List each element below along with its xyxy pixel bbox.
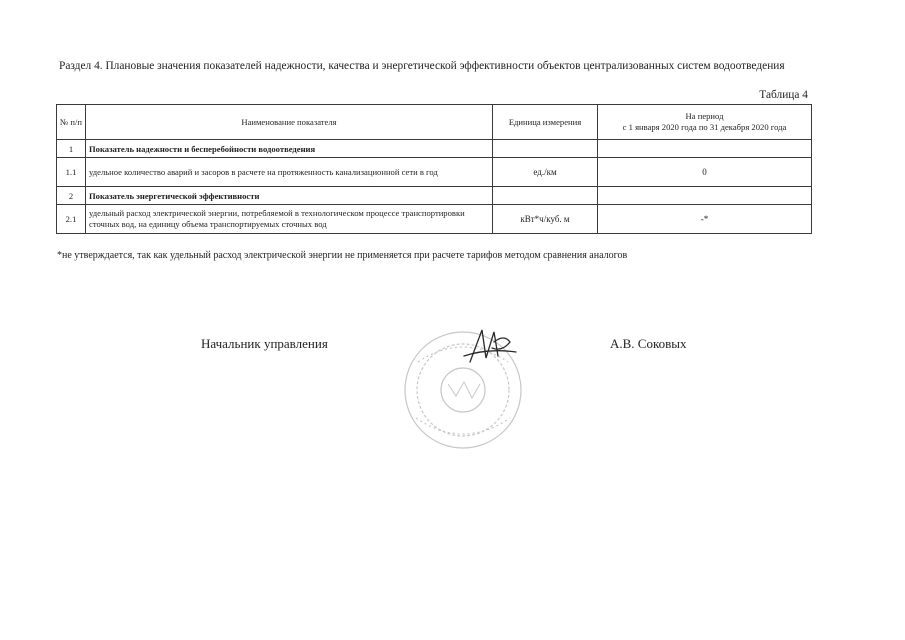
row-name: Показатель надежности и бесперебойности водоотведения — [86, 140, 493, 158]
row-number: 2 — [57, 187, 86, 205]
row-unit — [493, 140, 598, 158]
header-name: Наименование показателя — [86, 105, 493, 140]
indicators-table — [56, 104, 812, 234]
section-title: Раздел 4. Плановые значения показателей надежности, качества и энергетической эффективности объектов централизованных систем водоотведения — [59, 60, 785, 72]
header-period-line2: с 1 января 2020 года по 31 декабря 2020 года — [622, 122, 787, 132]
header-period-line1: На период — [685, 111, 724, 121]
row-unit: ед./км — [493, 158, 598, 187]
table-row — [57, 140, 812, 158]
table-row — [57, 158, 812, 187]
table-caption: Таблица 4 — [759, 89, 808, 101]
row-number: 2.1 — [57, 205, 86, 234]
table-header-row — [57, 105, 812, 140]
row-number: 1.1 — [57, 158, 86, 187]
seal-stamp-icon — [398, 322, 528, 452]
row-value: 0 — [598, 158, 812, 187]
row-value: -* — [598, 205, 812, 234]
table-row — [57, 205, 812, 234]
row-name: удельное количество аварий и засоров в расчете на протяженность канализационной сети в год — [86, 158, 493, 187]
row-name: Показатель энергетической эффективности — [86, 187, 493, 205]
row-unit — [493, 187, 598, 205]
table-row — [57, 187, 812, 205]
header-unit: Единица измерения — [493, 105, 598, 140]
row-value — [598, 140, 812, 158]
signer-position: Начальник управления — [201, 336, 328, 351]
row-name: удельный расход электрической энергии, потребляемой в технологическом процессе транспортировки сточных вод, на единицу объема транспортируемых сточных вод — [86, 205, 493, 234]
footnote: *не утверждается, так как удельный расход электрической энергии не применяется при расчете тарифов методом сравнения аналогов — [57, 250, 628, 261]
header-period — [598, 105, 812, 140]
handwritten-signature-icon — [464, 330, 516, 362]
row-number: 1 — [57, 140, 86, 158]
row-unit: кВт*ч/куб. м — [493, 205, 598, 234]
header-number: № п/п — [57, 105, 86, 140]
row-value — [598, 187, 812, 205]
signer-name: А.В. Соковых — [610, 336, 687, 351]
